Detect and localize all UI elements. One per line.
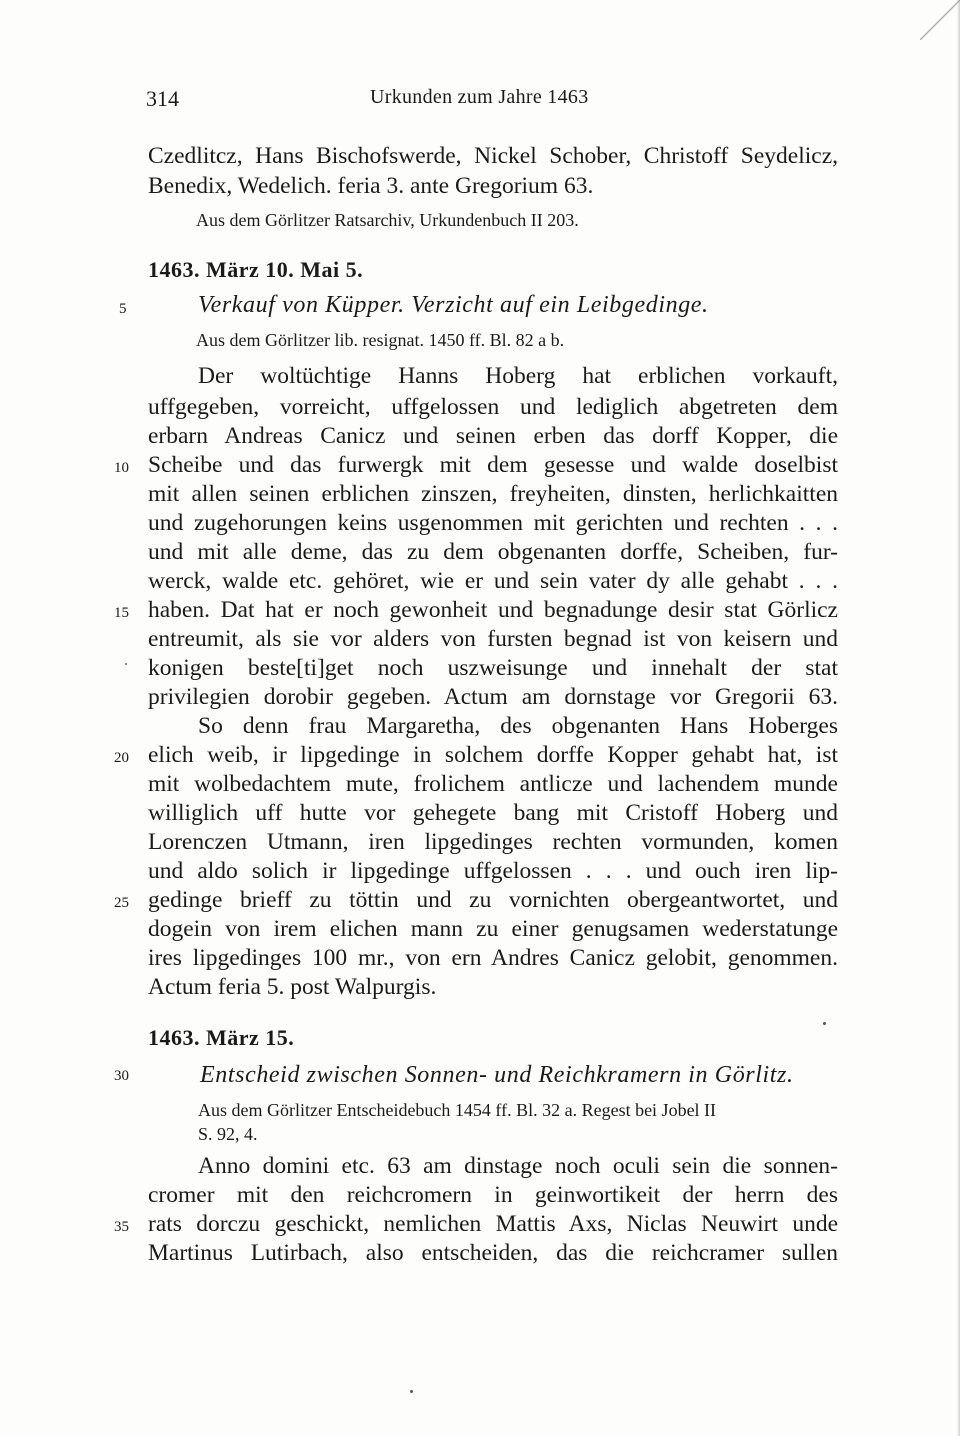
text-line: rats dorczu geschickt, nemlichen Mattis Axs, Niclas Neuwirt unde <box>148 1211 838 1237</box>
line-number: 20 <box>114 750 129 766</box>
scan-speck <box>125 663 127 665</box>
text-line: cromer mit den reichcromern in geinwortikeit der herrn des <box>148 1182 838 1208</box>
text-line: und mit alle deme, das zu dem obgenanten dorffe, Scheiben, fur- <box>148 539 838 565</box>
text-line: werck, walde etc. gehöret, wie er und sein vater dy alle gehabt . . . <box>148 568 838 594</box>
scan-speck <box>410 1390 413 1393</box>
text-line: privilegien dorobir gegeben. Actum am dornstage vor Gregorii 63. <box>148 684 838 710</box>
line-number: 25 <box>114 895 129 911</box>
source-note: S. 92, 4. <box>198 1124 258 1144</box>
document-title: Entscheid zwischen Sonnen- und Reichkramern in Görlitz. <box>200 1062 794 1088</box>
document-date-heading: 1463. März 10. Mai 5. <box>148 257 364 282</box>
text-line: mit wolbedachtem mute, frolichem antlicze und lachendem munde <box>148 771 838 797</box>
text-line: Benedix, Wedelich. feria 3. ante Gregorium 63. <box>148 173 594 199</box>
text-line: elich weib, ir lipgedinge in solchem dorffe Kopper gehabt hat, ist <box>148 742 838 768</box>
page-number: 314 <box>146 86 179 111</box>
text-line: haben. Dat hat er noch gewonheit und begnadunge desir stat Görlicz <box>148 597 838 623</box>
text-line: Lorenczen Utmann, iren lipgedinges rechten vormunden, komen <box>148 829 838 855</box>
text-line: Der woltüchtige Hanns Hoberg hat erblichen vorkauft, <box>198 363 838 389</box>
scan-speck <box>823 1022 826 1025</box>
line-number: 5 <box>119 301 127 317</box>
document-title: Verkauf von Küpper. Verzicht auf ein Leibgedinge. <box>198 292 709 318</box>
text-line: uffgegeben, vorreicht, uffgelossen und lediglich abgetreten dem <box>148 394 838 420</box>
text-line: So denn frau Margaretha, des obgenanten Hans Hoberges <box>198 713 838 739</box>
text-line: und aldo solich ir lipgedinge uffgelossen . . . und ouch iren lip- <box>148 858 838 884</box>
text-line: erbarn Andreas Canicz und seinen erben das dorff Kopper, die <box>148 423 838 449</box>
scan-corner-mark <box>920 0 960 40</box>
line-number: 35 <box>114 1219 129 1235</box>
text-line: mit allen seinen erblichen zinszen, freyheiten, dinsten, herlichkaitten <box>148 481 838 507</box>
text-line: Scheibe und das furwergk mit dem gesesse und walde doselbist <box>148 452 838 478</box>
text-line: Czedlitcz, Hans Bischofswerde, Nickel Schober, Christoff Seydelicz, <box>148 143 838 169</box>
text-line: entreumit, als sie vor alders von fursten begnad ist von keisern und <box>148 626 838 652</box>
source-note: Aus dem Görlitzer Entscheidebuch 1454 ff. Bl. 32 a. Regest bei Jobel II <box>198 1100 717 1120</box>
source-note: Aus dem Görlitzer Ratsarchiv, Urkundenbuch II 203. <box>196 210 579 230</box>
source-note: Aus dem Görlitzer lib. resignat. 1450 ff. Bl. 82 a b. <box>196 330 565 350</box>
running-title: Urkunden zum Jahre 1463 <box>370 86 589 108</box>
line-number: 30 <box>114 1068 129 1084</box>
text-line: williglich uff hutte vor gehegete bang mit Cristoff Hoberg und <box>148 800 838 826</box>
text-line: Martinus Lutirbach, also entscheiden, das die reichcramer sullen <box>148 1240 838 1266</box>
text-line: dogein von irem elichen mann zu einer genugsamen wederstatunge <box>148 916 838 942</box>
line-number: 10 <box>114 460 129 476</box>
text-line: gedinge brieff zu töttin und zu vornichten obergeantwortet, und <box>148 887 838 913</box>
text-line: konigen beste[ti]get noch uszweisunge und innehalt der stat <box>148 655 838 681</box>
text-line: Actum feria 5. post Walpurgis. <box>148 974 437 1000</box>
text-line: ires lipgedinges 100 mr., von ern Andres Canicz gelobit, genommen. <box>148 945 838 971</box>
text-line: und zugehorungen keins usgenommen mit gerichten und rechten . . . <box>148 510 838 536</box>
line-number: 15 <box>114 605 129 621</box>
document-date-heading: 1463. März 15. <box>148 1025 295 1050</box>
text-line: Anno domini etc. 63 am dinstage noch oculi sein die sonnen- <box>198 1153 838 1179</box>
